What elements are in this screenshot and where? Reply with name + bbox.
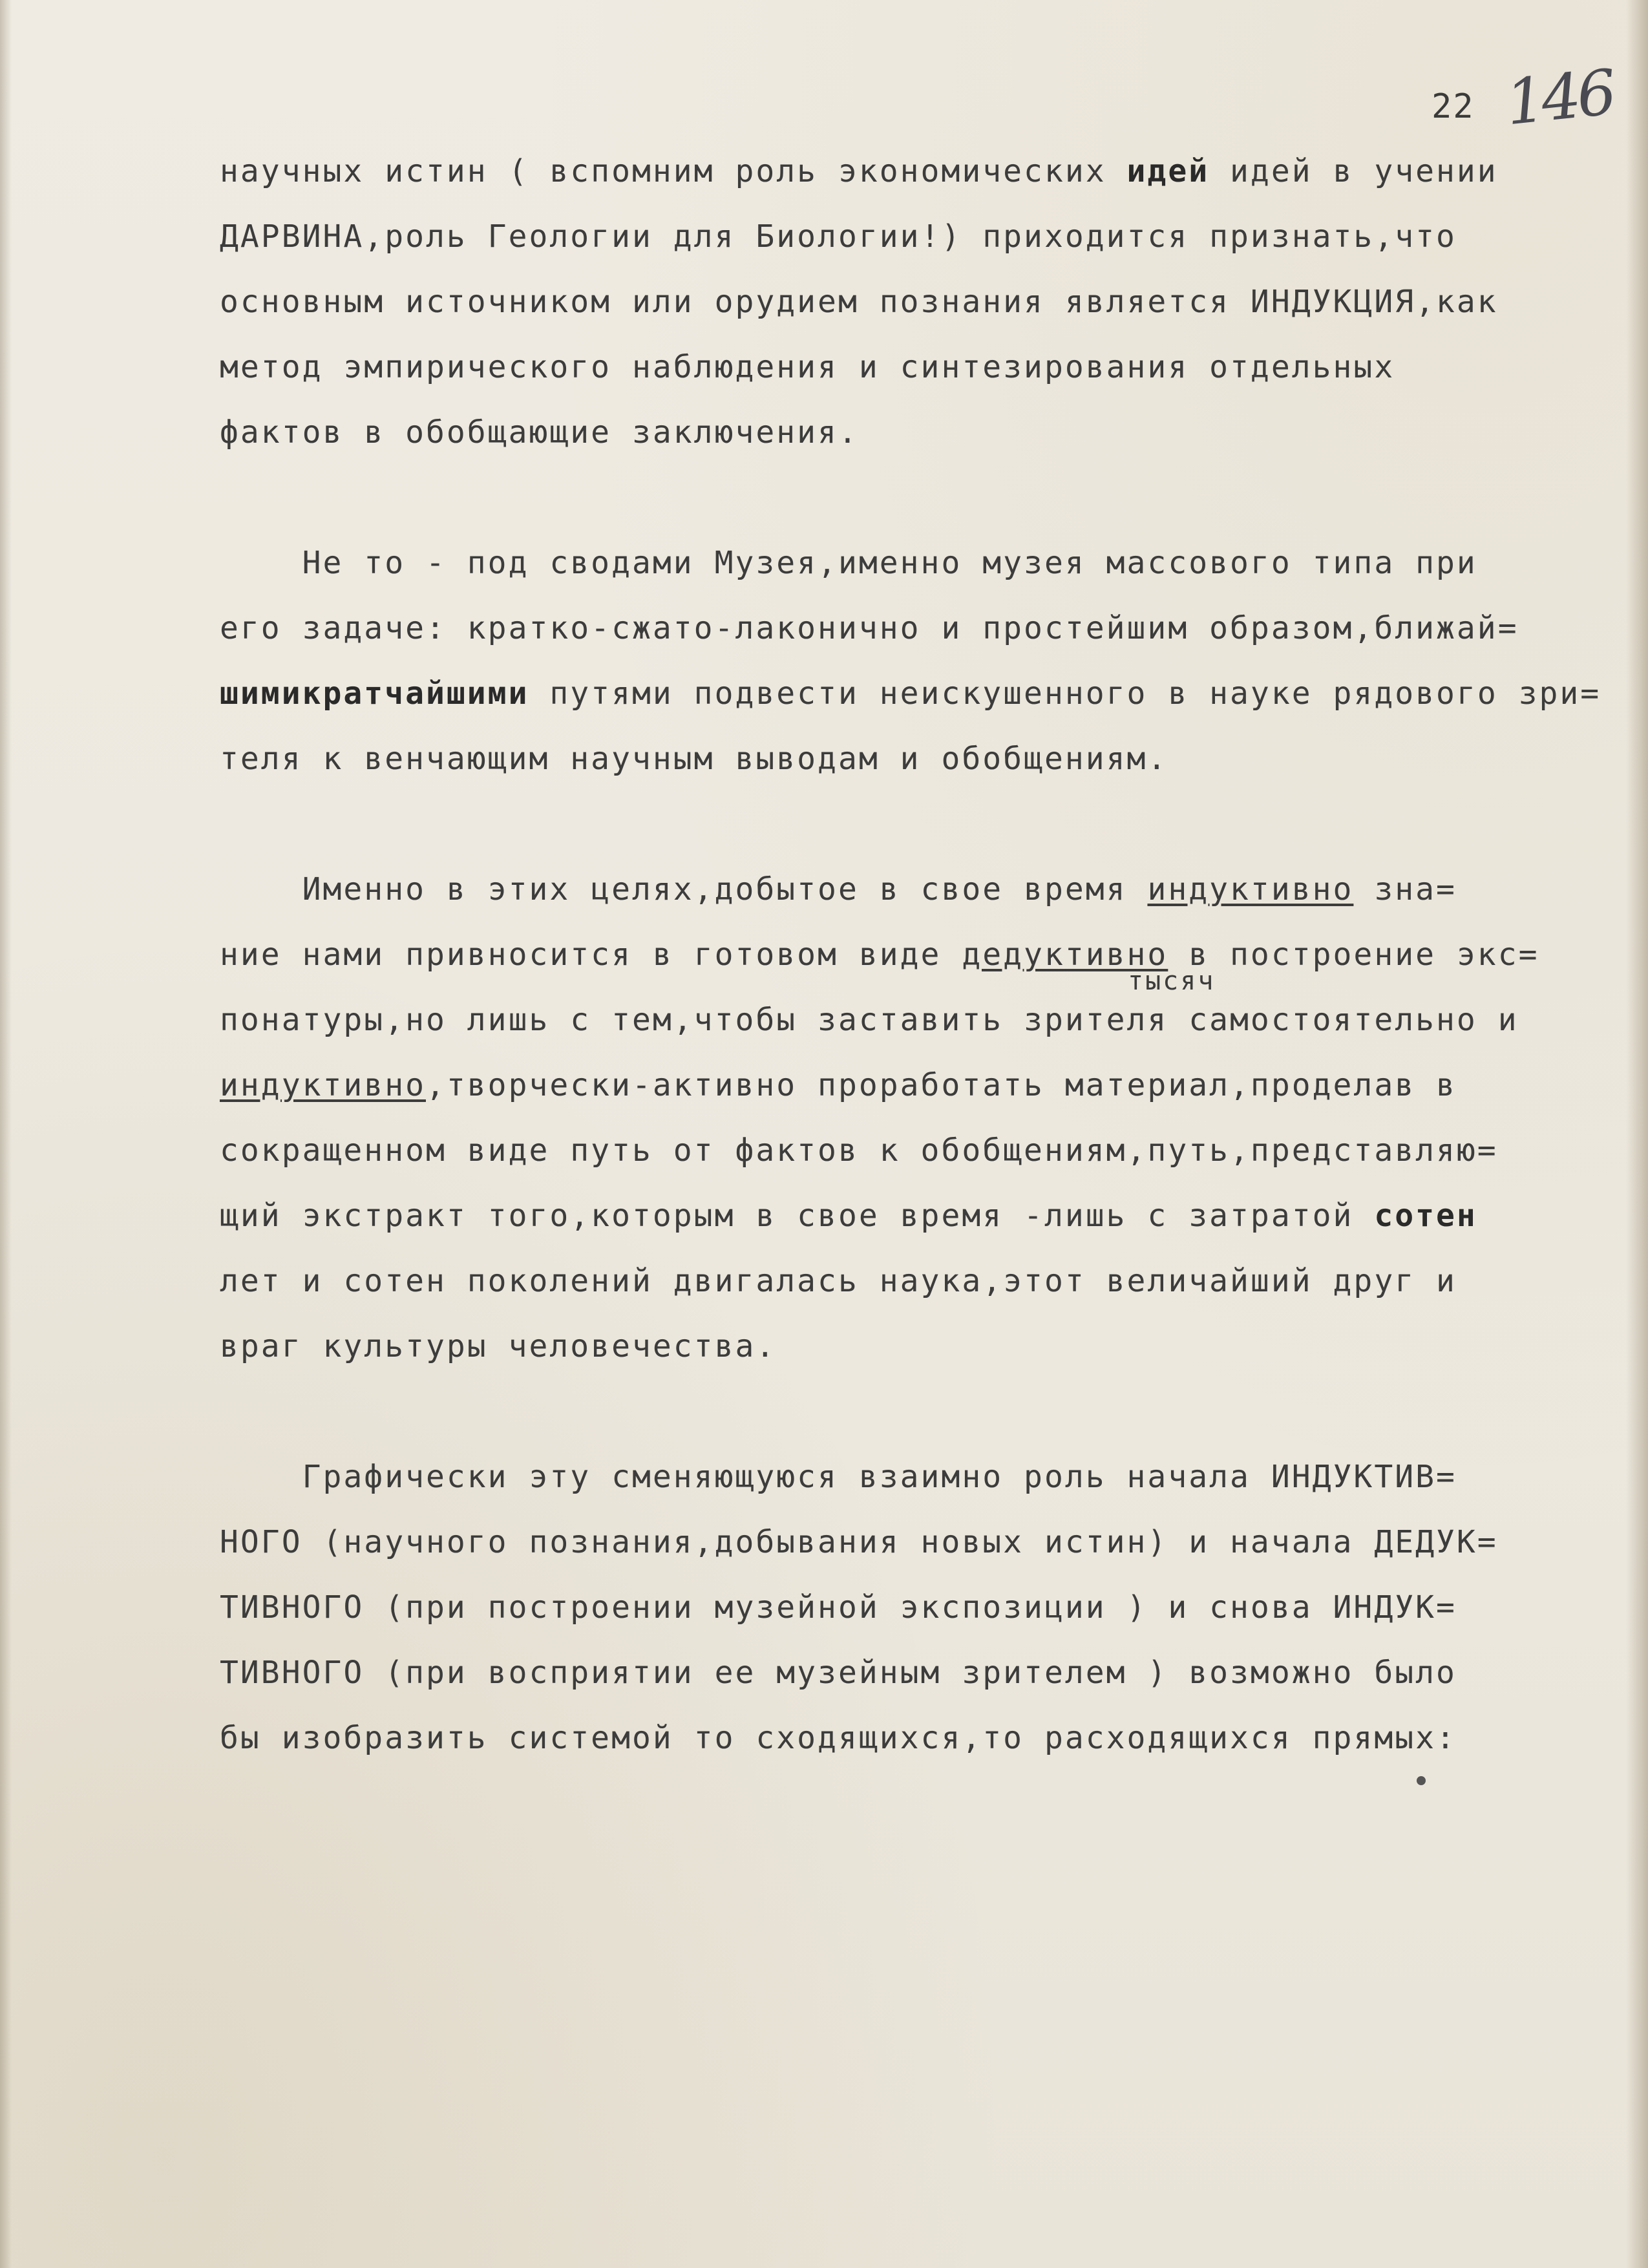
- text-line: [220, 1523, 1498, 1562]
- text-segment: зна=: [1353, 871, 1457, 907]
- text-line: [220, 1066, 1457, 1105]
- handwritten-insert-word: тысяч: [1128, 966, 1216, 996]
- text-segment: научных истин ( вспомним роль экономических: [220, 153, 1127, 189]
- text-line: [220, 1001, 1519, 1039]
- text-segment: теля к венчающим научным выводам и обобщениям.: [220, 741, 1168, 777]
- text-line: [220, 544, 1477, 582]
- text-line: [220, 282, 1498, 321]
- text-segment: Не то - под сводами Музея,именно музея массового типа при: [220, 545, 1477, 581]
- text-line: [220, 1457, 1457, 1496]
- text-line: [220, 348, 1395, 387]
- underlined-word: индуктивно: [1147, 871, 1354, 907]
- struck-out-word: кратчайшими: [302, 675, 529, 712]
- text-segment: бы изобразить системой то сходящихся,то расходящихся прямых:: [220, 1720, 1457, 1756]
- text-segment: НОГО (научного познания,добывания новых истин) и начала ДЕДУК=: [220, 1524, 1498, 1560]
- text-line: [220, 217, 1457, 256]
- paper-edge-right: [1626, 0, 1648, 2268]
- underlined-word: дедуктивно: [962, 937, 1168, 973]
- text-line: [220, 1262, 1457, 1300]
- text-line: [220, 609, 1519, 648]
- text-line: [220, 674, 1601, 713]
- text-segment: щий экстракт того,которым в свое время -лишь с затратой: [220, 1198, 1375, 1234]
- struck-out-word: шими: [220, 675, 302, 712]
- page-number: 22: [1431, 87, 1475, 126]
- text-line: [220, 870, 1457, 909]
- text-segment: ние нами привносится в готовом виде: [220, 937, 962, 973]
- text-line: [220, 1327, 776, 1366]
- text-line: [220, 1131, 1498, 1170]
- text-segment: ,творчески-активно проработать материал,проделав в: [425, 1067, 1457, 1103]
- text-segment: в построение экс=: [1168, 937, 1539, 973]
- text-segment: путями подвести неискушенного в науке рядового зри=: [529, 675, 1601, 712]
- text-line: [220, 739, 1168, 778]
- text-segment: основным источником или орудием познания является ИНДУКЦИЯ,как: [220, 284, 1498, 320]
- text-segment: лет и сотен поколений двигалась наука,этот величайший друг и: [220, 1263, 1457, 1299]
- text-segment: ДАРВИНА,роль Геологии для Биологии!) приходится признать,что: [220, 218, 1457, 255]
- text-line: [220, 152, 1498, 191]
- text-line: [220, 1719, 1457, 1757]
- text-segment: идей в учении: [1209, 153, 1498, 189]
- text-line: [220, 1196, 1477, 1235]
- underlined-word: индуктивно: [220, 1067, 426, 1103]
- struck-out-word: сотен: [1374, 1198, 1477, 1234]
- text-line: [220, 413, 859, 452]
- text-segment: Именно в этих целях,добытое в свое время: [220, 871, 1148, 907]
- text-segment: понатуры,но лишь с тем,чтобы заставить зрителя самостоятельно и: [220, 1002, 1519, 1038]
- text-segment: метод эмпирического наблюдения и синтезирования отдельных: [220, 349, 1395, 385]
- text-segment: ТИВНОГО (при построении музейной экспозиции ) и снова ИНДУК=: [220, 1589, 1457, 1626]
- text-segment: сокращенном виде путь от фактов к обобщениям,путь,представляю=: [220, 1132, 1498, 1169]
- text-segment: Графически эту сменяющуюся взаимно роль начала ИНДУКТИВ=: [220, 1459, 1457, 1495]
- text-segment: ТИВНОГО (при восприятии ее музейным зрителем ) возможно было: [220, 1655, 1457, 1691]
- ink-dot: [1417, 1776, 1426, 1785]
- paper-edge-left: [0, 0, 12, 2268]
- text-segment: фактов в обобщающие заключения.: [220, 414, 859, 450]
- text-line: [220, 935, 1539, 974]
- text-segment: его задаче: кратко-сжато-лаконично и простейшим образом,ближай=: [220, 610, 1519, 646]
- handwritten-archive-number: 146: [1502, 56, 1616, 140]
- text-line: [220, 1653, 1457, 1692]
- text-line: [220, 1588, 1457, 1627]
- struck-out-word: идей: [1126, 153, 1210, 189]
- text-segment: враг культуры человечества.: [220, 1328, 777, 1364]
